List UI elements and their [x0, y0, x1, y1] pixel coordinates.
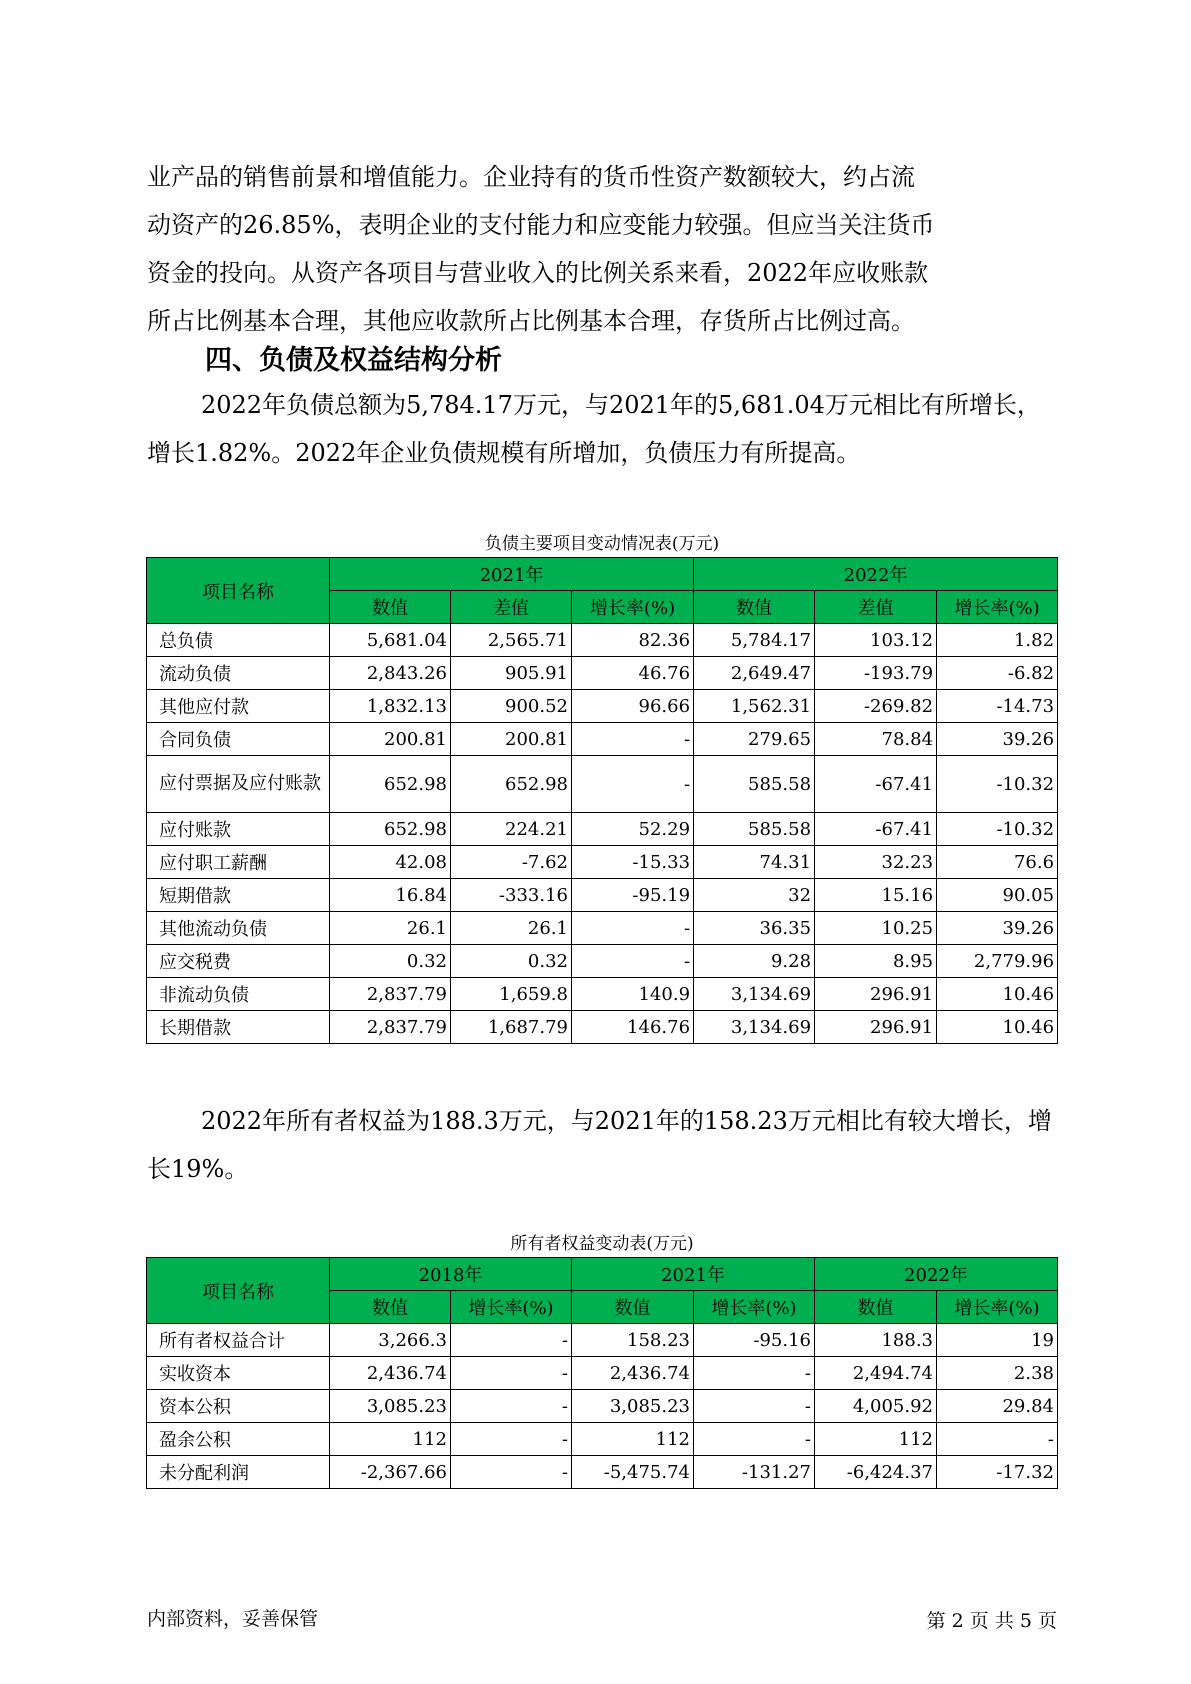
table-cell: - — [694, 1390, 815, 1423]
table-cell: 140.9 — [572, 978, 694, 1011]
table-cell: 1,659.8 — [451, 978, 572, 1011]
table-cell: 39.26 — [937, 723, 1058, 756]
table-cell: 39.26 — [937, 912, 1058, 945]
table-cell: 905.91 — [451, 657, 572, 690]
table-cell: -131.27 — [694, 1456, 815, 1489]
table-cell: 3,085.23 — [330, 1390, 451, 1423]
table-row — [147, 1456, 1058, 1489]
table-cell: 2,837.79 — [330, 1011, 451, 1044]
table-cell: 36.35 — [694, 912, 815, 945]
table-cell: 26.1 — [330, 912, 451, 945]
table-row — [147, 1324, 1058, 1357]
table-cell: 3,134.69 — [694, 978, 815, 1011]
table-row — [147, 657, 1058, 690]
table-cell: 1,687.79 — [451, 1011, 572, 1044]
row-label: 非流动负债 — [147, 978, 330, 1011]
table-cell: 5,681.04 — [330, 624, 451, 657]
name-column-header: 项目名称 — [147, 1258, 330, 1324]
table-cell: 19 — [937, 1324, 1058, 1357]
table-cell: 3,134.69 — [694, 1011, 815, 1044]
table-row — [147, 624, 1058, 657]
intro-line: 业产品的销售前景和增值能力。企业持有的货币性资产数额较大，约占流 — [147, 163, 915, 191]
table-row — [147, 813, 1058, 846]
table-cell: -6,424.37 — [815, 1456, 937, 1489]
table-cell: - — [694, 1357, 815, 1390]
table-cell: 82.36 — [572, 624, 694, 657]
table-cell: -2,367.66 — [330, 1456, 451, 1489]
table-cell: 76.6 — [937, 846, 1058, 879]
table-cell: 1,832.13 — [330, 690, 451, 723]
table-cell: -10.32 — [937, 813, 1058, 846]
table-cell: 3,266.3 — [330, 1324, 451, 1357]
table-cell: -6.82 — [937, 657, 1058, 690]
table-cell: -5,475.74 — [572, 1456, 694, 1489]
intro-line: 所占比例基本合理，其他应收款所占比例基本合理，存货所占比例过高。 — [147, 307, 915, 335]
year-header: 2021年 — [572, 1258, 815, 1291]
table-row — [147, 1011, 1058, 1044]
table-cell: - — [694, 1423, 815, 1456]
table-cell: 146.76 — [572, 1011, 694, 1044]
table-cell: 9.28 — [694, 945, 815, 978]
row-label: 应交税费 — [147, 945, 330, 978]
year-header: 2022年 — [815, 1258, 1058, 1291]
equity-table-caption: 所有者权益变动表(万元) — [510, 1234, 694, 1254]
table-cell: 112 — [572, 1423, 694, 1456]
table-row — [147, 690, 1058, 723]
row-label: 应付职工薪酬 — [147, 846, 330, 879]
table-cell: 2,843.26 — [330, 657, 451, 690]
table-cell: 2,837.79 — [330, 978, 451, 1011]
table-cell: -269.82 — [815, 690, 937, 723]
table-cell: 296.91 — [815, 978, 937, 1011]
table-cell: 2,779.96 — [937, 945, 1058, 978]
sub-header: 增长率(%) — [572, 591, 694, 624]
table-cell: 900.52 — [451, 690, 572, 723]
table-cell: -95.16 — [694, 1324, 815, 1357]
table-cell: -67.41 — [815, 813, 937, 846]
table-cell: - — [451, 1456, 572, 1489]
table-cell: 32 — [694, 879, 815, 912]
table-cell: 296.91 — [815, 1011, 937, 1044]
table-cell: 200.81 — [451, 723, 572, 756]
year-header: 2018年 — [330, 1258, 572, 1291]
table-cell: 585.58 — [694, 756, 815, 813]
table-cell: -333.16 — [451, 879, 572, 912]
row-label: 盈余公积 — [147, 1423, 330, 1456]
table-cell: 4,005.92 — [815, 1390, 937, 1423]
table-cell: 652.98 — [451, 756, 572, 813]
table-cell: 2,565.71 — [451, 624, 572, 657]
liability-table — [146, 557, 1058, 1044]
row-label: 应付票据及应付账款 — [147, 756, 330, 813]
table-cell: 2,436.74 — [572, 1357, 694, 1390]
table-cell: 42.08 — [330, 846, 451, 879]
table-row — [147, 945, 1058, 978]
table-cell: 90.05 — [937, 879, 1058, 912]
table-row — [147, 912, 1058, 945]
table-cell: 5,784.17 — [694, 624, 815, 657]
row-label: 资本公积 — [147, 1390, 330, 1423]
year-header: 2021年 — [330, 558, 694, 591]
table-cell: 279.65 — [694, 723, 815, 756]
table-cell: -17.32 — [937, 1456, 1058, 1489]
equity-paragraph: 2022年所有者权益为188.3万元，与2021年的158.23万元相比有较大增长，增长19%。 — [147, 1107, 1052, 1183]
table-cell: 52.29 — [572, 813, 694, 846]
table-cell: - — [451, 1357, 572, 1390]
sub-header: 增长率(%) — [937, 1291, 1058, 1324]
liability-paragraph: 2022年负债总额为5,784.17万元，与2021年的5,681.04万元相比有所增长，增长1.82%。2022年企业负债规模有所增加，负债压力有所提高。 — [147, 391, 1041, 467]
table-cell: 112 — [330, 1423, 451, 1456]
equity-table-body — [147, 1324, 1058, 1489]
table-cell: - — [451, 1390, 572, 1423]
intro-paragraph — [147, 153, 1057, 345]
table-cell: - — [572, 756, 694, 813]
row-label: 实收资本 — [147, 1357, 330, 1390]
table-cell: 10.46 — [937, 978, 1058, 1011]
row-label: 总负债 — [147, 624, 330, 657]
table-cell: 112 — [815, 1423, 937, 1456]
sub-header: 差值 — [815, 591, 937, 624]
table-cell: 200.81 — [330, 723, 451, 756]
sub-header: 差值 — [451, 591, 572, 624]
table-cell: 652.98 — [330, 813, 451, 846]
table-cell: 16.84 — [330, 879, 451, 912]
table-row — [147, 1357, 1058, 1390]
row-label: 其他应付款 — [147, 690, 330, 723]
year-header: 2022年 — [694, 558, 1058, 591]
intro-line: 动资产的26.85%，表明企业的支付能力和应变能力较强。但应当关注货币 — [147, 211, 935, 239]
table-cell: 188.3 — [815, 1324, 937, 1357]
equity-table — [146, 1257, 1058, 1489]
row-label: 长期借款 — [147, 1011, 330, 1044]
table-cell: -10.32 — [937, 756, 1058, 813]
liability-table-body — [147, 624, 1058, 1044]
table-row — [147, 1390, 1058, 1423]
table-cell: 96.66 — [572, 690, 694, 723]
table-cell: 32.23 — [815, 846, 937, 879]
table-cell: 224.21 — [451, 813, 572, 846]
table-cell: -95.19 — [572, 879, 694, 912]
table-cell: 158.23 — [572, 1324, 694, 1357]
table-cell: - — [937, 1423, 1058, 1456]
table-cell: 8.95 — [815, 945, 937, 978]
table-cell: -193.79 — [815, 657, 937, 690]
table-cell: 74.31 — [694, 846, 815, 879]
liability-table-caption: 负债主要项目变动情况表(万元) — [484, 534, 720, 554]
sub-header: 数值 — [572, 1291, 694, 1324]
table-cell: 0.32 — [330, 945, 451, 978]
intro-line: 资金的投向。从资产各项目与营业收入的比例关系来看，2022年应收账款 — [147, 259, 929, 287]
section-heading: 四、负债及权益结构分析 — [205, 345, 502, 376]
sub-header: 数值 — [330, 1291, 451, 1324]
table-cell: 29.84 — [937, 1390, 1058, 1423]
row-label: 合同负债 — [147, 723, 330, 756]
table-row — [147, 879, 1058, 912]
table-cell: 652.98 — [330, 756, 451, 813]
table-cell: - — [451, 1423, 572, 1456]
table-cell: 78.84 — [815, 723, 937, 756]
table-cell: - — [572, 945, 694, 978]
table-row — [147, 756, 1058, 813]
table-cell: 2,436.74 — [330, 1357, 451, 1390]
table-row — [147, 723, 1058, 756]
row-label: 其他流动负债 — [147, 912, 330, 945]
table-cell: - — [451, 1324, 572, 1357]
table-cell: -15.33 — [572, 846, 694, 879]
footer-page-number: 第 2 页 共 5 页 — [926, 1610, 1057, 1632]
sub-header: 增长率(%) — [694, 1291, 815, 1324]
table-row — [147, 1423, 1058, 1456]
table-cell: 15.16 — [815, 879, 937, 912]
row-label: 短期借款 — [147, 879, 330, 912]
table-cell: 3,085.23 — [572, 1390, 694, 1423]
table-cell: -67.41 — [815, 756, 937, 813]
table-cell: -14.73 — [937, 690, 1058, 723]
table-cell: - — [572, 912, 694, 945]
table-cell: -7.62 — [451, 846, 572, 879]
row-label: 未分配利润 — [147, 1456, 330, 1489]
sub-header: 增长率(%) — [937, 591, 1058, 624]
table-cell: - — [572, 723, 694, 756]
table-row — [147, 978, 1058, 1011]
row-label: 应付账款 — [147, 813, 330, 846]
table-cell: 103.12 — [815, 624, 937, 657]
table-cell: 10.25 — [815, 912, 937, 945]
sub-header: 数值 — [815, 1291, 937, 1324]
table-cell: 1,562.31 — [694, 690, 815, 723]
table-cell: 10.46 — [937, 1011, 1058, 1044]
table-cell: 2,649.47 — [694, 657, 815, 690]
sub-header: 数值 — [694, 591, 815, 624]
sub-header: 数值 — [330, 591, 451, 624]
table-cell: 0.32 — [451, 945, 572, 978]
table-cell: 585.58 — [694, 813, 815, 846]
table-cell: 1.82 — [937, 624, 1058, 657]
table-row — [147, 846, 1058, 879]
name-column-header: 项目名称 — [147, 558, 330, 624]
row-label: 所有者权益合计 — [147, 1324, 330, 1357]
sub-header: 增长率(%) — [451, 1291, 572, 1324]
table-cell: 26.1 — [451, 912, 572, 945]
table-cell: 2.38 — [937, 1357, 1058, 1390]
footer-confidential-note: 内部资料，妥善保管 — [147, 1608, 319, 1630]
row-label: 流动负债 — [147, 657, 330, 690]
table-cell: 2,494.74 — [815, 1357, 937, 1390]
table-cell: 46.76 — [572, 657, 694, 690]
